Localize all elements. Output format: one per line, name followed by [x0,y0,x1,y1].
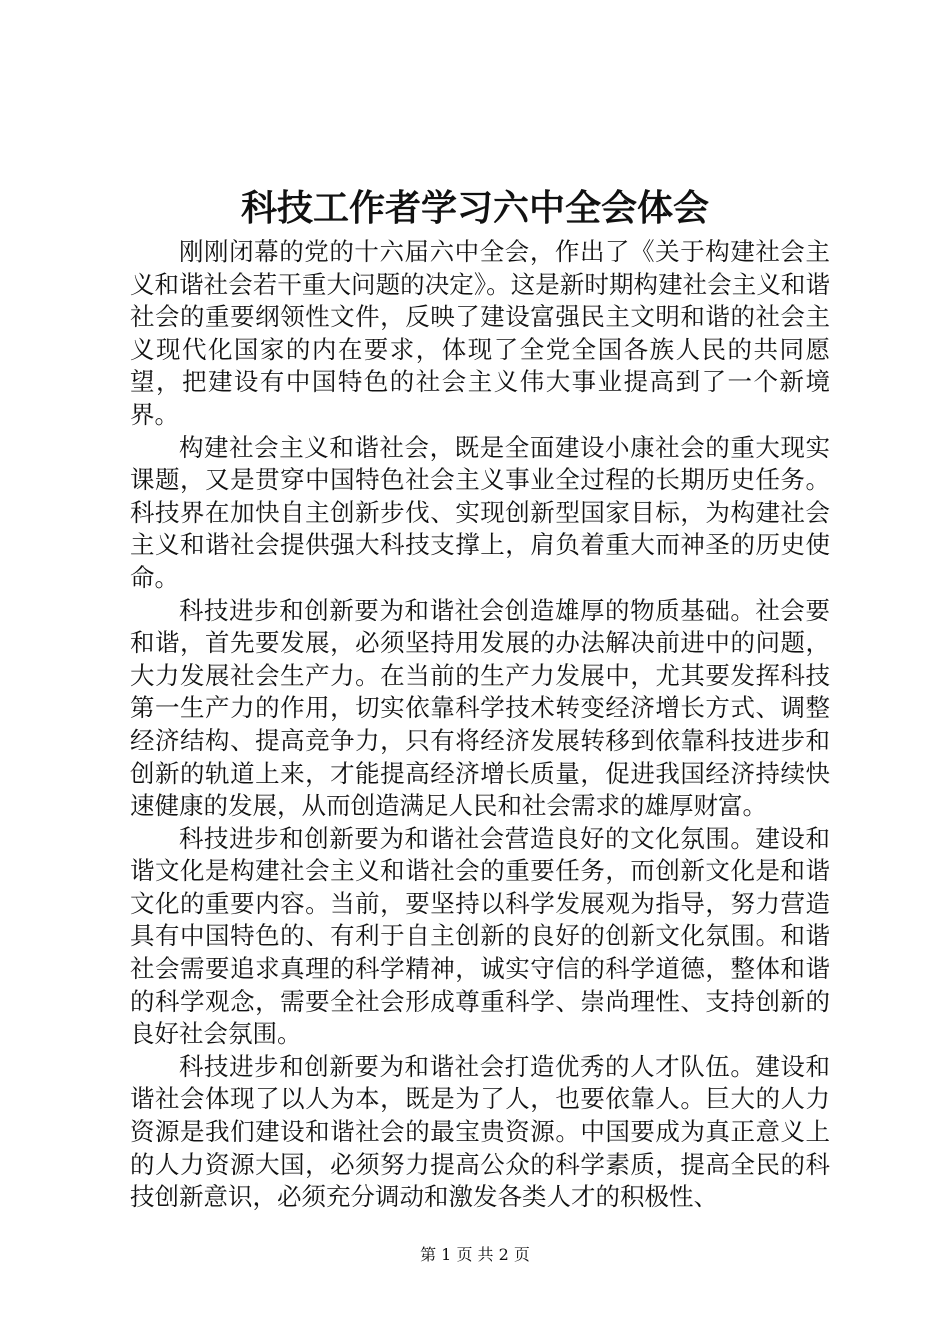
document-title: 科技工作者学习六中全会体会 [240,187,709,229]
page-footer: 第 1 页 共 2 页 [420,1245,530,1264]
paragraph: 刚刚闭幕的党的十六届六中全会，作出了《关于构建社会主义和谐社会若干重大问题的决定》。这是新时期构建社会主义和谐社会的重要纲领性文件，反映了建设富强民主文明和谐的社会主义现代化国家的内在要求，体现了全党全国各族人民的共同愿望，把建设有中国特色的社会主义伟大事业提高到了一个新境界。 [130,237,830,429]
document-body [130,236,830,1214]
paragraph: 科技进步和创新要为和谐社会打造优秀的人才队伍。建设和谐社会体现了以人为本，既是为了人，也要依靠人。巨大的人力资源是我们建设和谐社会的最宝贵资源。中国要成为真正意义上的人力资源大国，必须努力提高公众的科学素质，提高全民的科技创新意识，必须充分调动和激发各类人才的积极性、 [130,1051,830,1212]
paragraph: 构建社会主义和谐社会，既是全面建设小康社会的重大现实课题，又是贯穿中国特色社会主义事业全过程的长期历史任务。科技界在加快自主创新步伐、实现创新型国家目标，为构建社会主义和谐社会提供强大科技支撑上，肩负着重大而神圣的历史使命。 [130,432,830,592]
paragraph: 科技进步和创新要为和谐社会营造良好的文化氛围。建设和谐文化是构建社会主义和谐社会的重要任务，而创新文化是和谐文化的重要内容。当前，要坚持以科学发展观为指导，努力营造具有中国特色的、有利于自主创新的良好的创新文化氛围。和谐社会需要追求真理的科学精神，诚实守信的科学道德，整体和谐的科学观念，需要全社会形成尊重科学、崇尚理性、支持创新的良好社会氛围。 [130,823,830,1049]
paragraph: 科技进步和创新要为和谐社会创造雄厚的物质基础。社会要和谐，首先要发展，必须坚持用发展的办法解决前进中的问题，大力发展社会生产力。在当前的生产力发展中，尤其要发挥科技第一生产力的作用，切实依靠科学技术转变经济增长方式、调整经济结构、提高竞争力，只有将经济发展转移到依靠科技进步和创新的轨道上来，才能提高经济增长质量，促进我国经济持续快速健康的发展，从而创造满足人民和社会需求的雄厚财富。 [130,595,830,821]
